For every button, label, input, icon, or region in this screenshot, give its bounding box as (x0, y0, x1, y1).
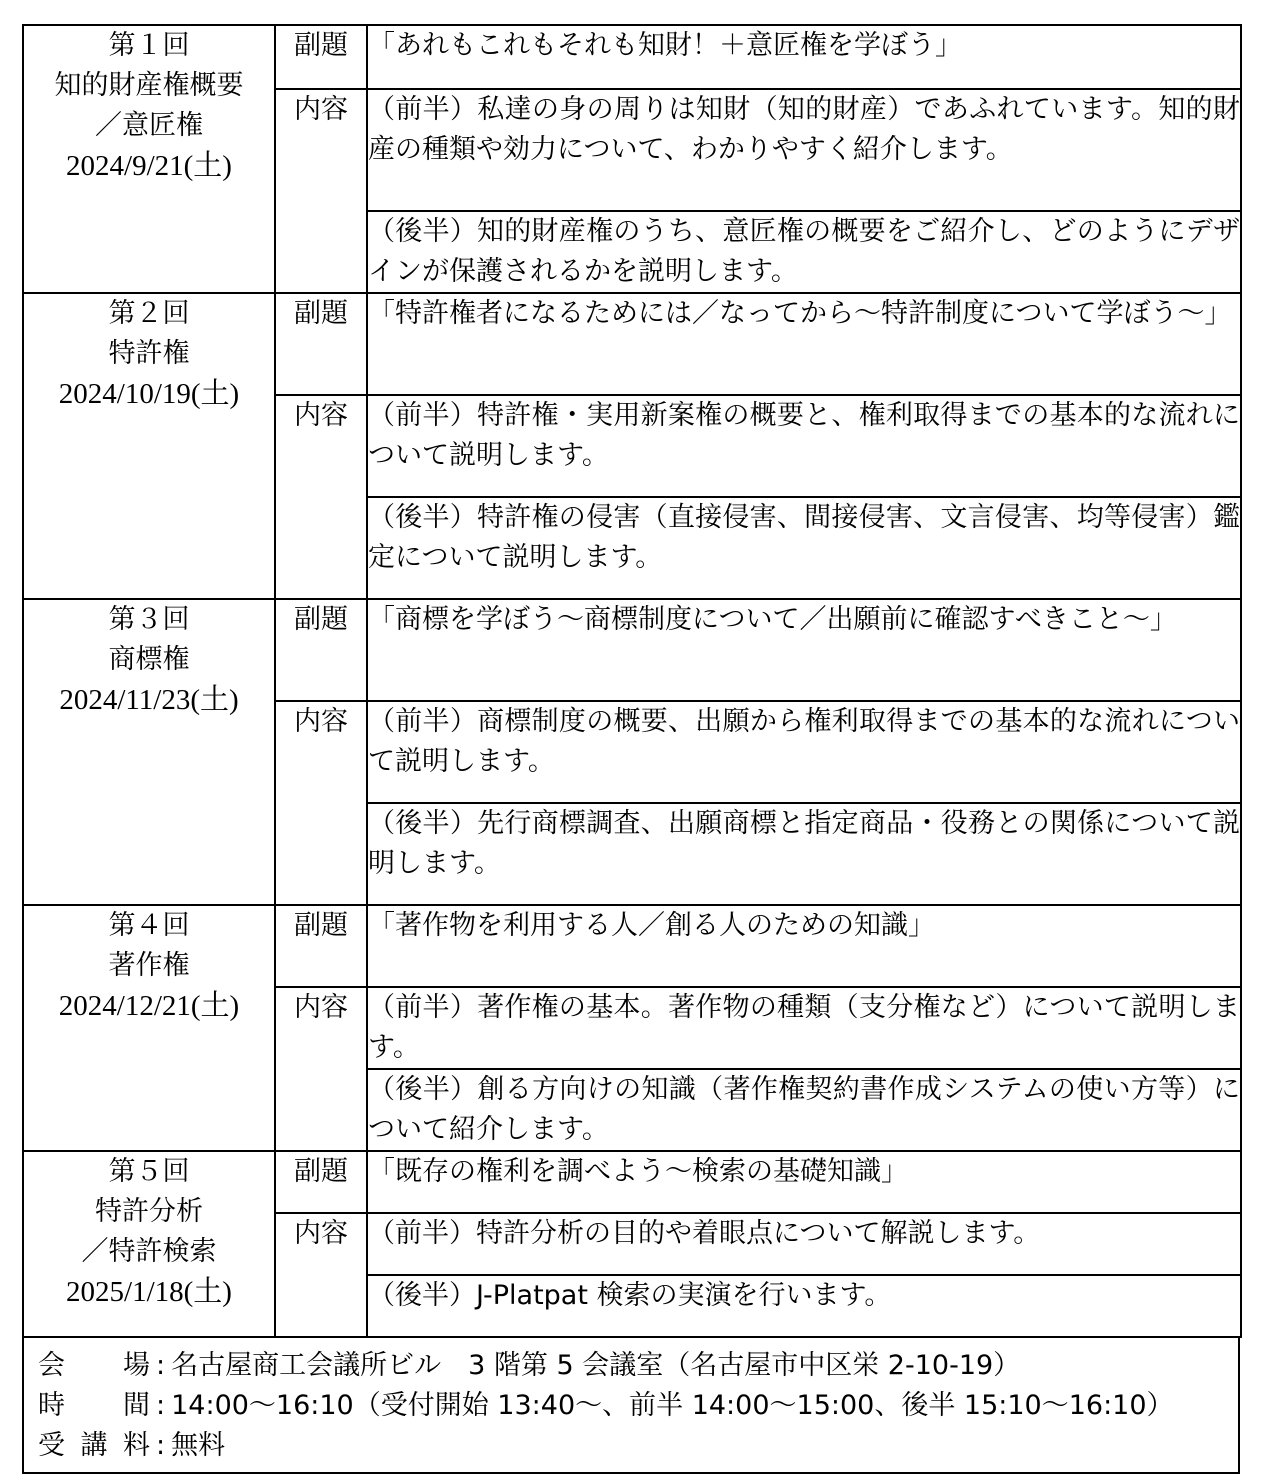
subtitle-label: 副題 (275, 293, 367, 395)
session-date: 2024/10/19(土) (58, 378, 240, 410)
event-details (22, 1338, 1240, 1474)
venue-value: 名古屋商工会議所ビル 3 階第 5 会議室（名古屋市中区栄 2-10-19） (171, 1350, 1021, 1381)
session-date: 2025/1/18(土) (66, 1276, 232, 1308)
session-2-info (23, 293, 275, 599)
fee-value: 無料 (171, 1430, 226, 1461)
session-heading: 第１回 (108, 30, 190, 61)
session-date: 2024/11/23(土) (59, 684, 239, 716)
subtitle-label: 副題 (275, 599, 367, 701)
session-heading: 第５回 (108, 1156, 190, 1187)
session-title: ／特許検索 (81, 1236, 217, 1267)
session-first-half: （前半）商標制度の概要、出願から権利取得までの基本的な流れについて説明します。 (367, 701, 1241, 803)
session-second-half: （後半）創る方向けの知識（著作権契約書作成システムの使い方等）について紹介します。 (367, 1069, 1241, 1151)
subtitle-label: 副題 (275, 25, 367, 89)
content-label: 内容 (275, 987, 367, 1151)
colon: : (156, 1390, 166, 1421)
session-2-subtitle-row (23, 293, 1241, 395)
time-line (38, 1386, 1224, 1426)
session-second-half: （後半）特許権の侵害（直接侵害、間接侵害、文言侵害、均等侵害）鑑定について説明します。 (367, 497, 1241, 599)
subtitle-label: 副題 (275, 1151, 367, 1213)
session-title: 特許分析 (95, 1196, 203, 1227)
session-first-half: （前半）特許分析の目的や着眼点について解説します。 (367, 1213, 1241, 1275)
session-4-info (23, 905, 275, 1151)
time-value: 14:00～16:10（受付開始 13:40～、前半 14:00～15:00、後半 15:10～16:10） (171, 1390, 1174, 1421)
session-date: 2024/9/21(土) (66, 150, 232, 182)
colon: : (156, 1350, 166, 1381)
session-3-subtitle-row (23, 599, 1241, 701)
time-label: 時 間 (38, 1390, 150, 1421)
session-heading: 第４回 (108, 910, 190, 941)
session-title: ／意匠権 (95, 110, 203, 141)
content-label: 内容 (275, 1213, 367, 1337)
session-subtitle: 「特許権者になるためには／なってから～特許制度について学ぼう～」 (367, 293, 1241, 395)
session-heading: 第３回 (108, 604, 190, 635)
colon: : (156, 1430, 166, 1461)
venue-line (38, 1346, 1224, 1386)
session-second-half: （後半）先行商標調査、出願商標と指定商品・役務との関係について説明します。 (367, 803, 1241, 905)
session-5-info (23, 1151, 275, 1337)
venue-label: 会 場 (38, 1350, 150, 1381)
fee-label: 受講料 (38, 1430, 150, 1461)
session-5-subtitle-row (23, 1151, 1241, 1213)
session-3-info (23, 599, 275, 905)
session-subtitle: 「既存の権利を調べよう～検索の基礎知識」 (367, 1151, 1241, 1213)
content-label: 内容 (275, 395, 367, 599)
session-title: 知的財産権概要 (54, 70, 244, 101)
session-subtitle: 「あれもこれもそれも知財！＋意匠権を学ぼう」 (367, 25, 1241, 89)
session-title: 著作権 (108, 950, 190, 981)
session-title: 商標権 (108, 644, 190, 675)
session-1-info (23, 25, 275, 293)
session-second-half: （後半）知的財産権のうち、意匠権の概要をご紹介し、どのようにデザインが保護されるかを説明します。 (367, 211, 1241, 293)
content-label: 内容 (275, 89, 367, 293)
subtitle-label: 副題 (275, 905, 367, 987)
content-label: 内容 (275, 701, 367, 905)
session-heading: 第２回 (108, 298, 190, 329)
fee-line (38, 1426, 1224, 1466)
seminar-schedule (22, 24, 1240, 1474)
session-subtitle: 「商標を学ぼう～商標制度について／出願前に確認すべきこと～」 (367, 599, 1241, 701)
session-date: 2024/12/21(土) (58, 990, 240, 1022)
session-first-half: （前半）特許権・実用新案権の概要と、権利取得までの基本的な流れについて説明します。 (367, 395, 1241, 497)
session-subtitle: 「著作物を利用する人／創る人のための知識」 (367, 905, 1241, 987)
schedule-table (22, 24, 1242, 1338)
session-4-subtitle-row (23, 905, 1241, 987)
session-first-half: （前半）著作権の基本。著作物の種類（支分権など）について説明します。 (367, 987, 1241, 1069)
session-first-half: （前半）私達の身の周りは知財（知的財産）であふれています。知的財産の種類や効力について、わかりやすく紹介します。 (367, 89, 1241, 211)
session-1-subtitle-row (23, 25, 1241, 89)
session-title: 特許権 (108, 338, 190, 369)
session-second-half: （後半）J-Platpat 検索の実演を行います。 (367, 1275, 1241, 1337)
